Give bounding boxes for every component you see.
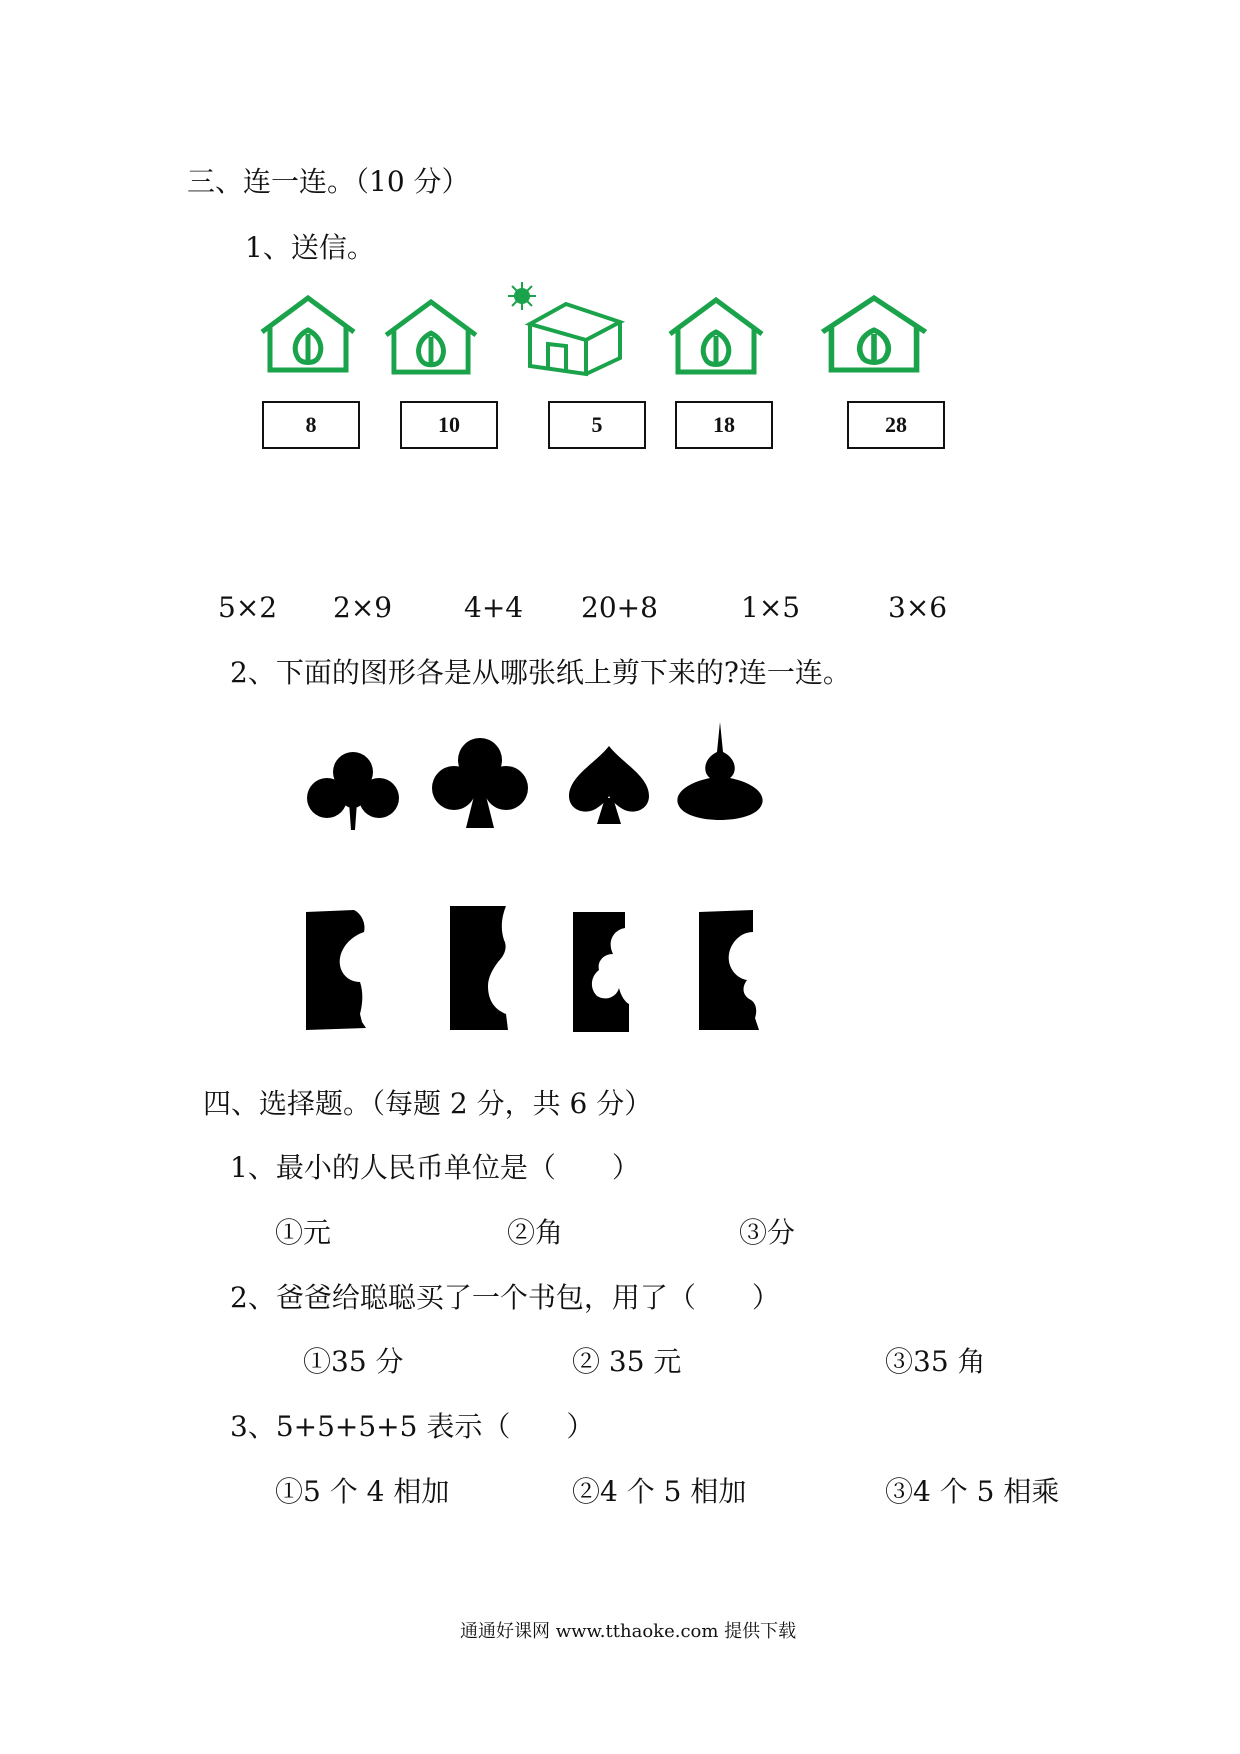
answer-option: ②角 — [507, 1216, 564, 1249]
spade-cutout-paper-icon — [699, 908, 761, 1032]
club-shape-icon — [432, 736, 528, 830]
spade-shape-icon — [567, 744, 651, 824]
house-icon — [258, 292, 358, 374]
section3-title: 三、连一连。（10 分） — [187, 165, 470, 198]
q2-title: 2、下面的图形各是从哪张纸上剪下来的?连一连。 — [230, 656, 851, 689]
answer-option: ②4 个 5 相加 — [572, 1475, 747, 1508]
house-number-box: 5 — [548, 401, 646, 449]
house-number-box: 18 — [675, 401, 773, 449]
answer-option: ③4 个 5 相乘 — [885, 1475, 1060, 1508]
question-text: 3、5+5+5+5 表示（ ） — [230, 1410, 595, 1443]
house-icon — [382, 296, 480, 376]
letter-expression: 4+4 — [464, 591, 524, 624]
house-number-box: 28 — [847, 401, 945, 449]
question-text: 2、爸爸给聪聪买了一个书包，用了（ ） — [230, 1281, 780, 1314]
trefoil-shape-icon — [305, 748, 401, 832]
gourd-shape-icon — [676, 722, 766, 820]
answer-option: ② 35 元 — [572, 1345, 682, 1378]
q1-title: 1、送信。 — [245, 231, 375, 264]
answer-option: ③35 角 — [885, 1345, 986, 1378]
house-icon — [666, 294, 766, 376]
letter-expression: 2×9 — [333, 591, 393, 624]
answer-option: ③分 — [739, 1216, 796, 1249]
answer-option: ①5 个 4 相加 — [275, 1475, 450, 1508]
house-icon — [818, 292, 930, 374]
question-text: 1、最小的人民币单位是（ ） — [230, 1151, 640, 1184]
letter-expression: 3×6 — [888, 591, 948, 624]
section4-title: 四、选择题。（每题 2 分，共 6 分） — [203, 1087, 653, 1120]
letter-expression: 20+8 — [581, 591, 658, 624]
house-number-box: 10 — [400, 401, 498, 449]
house-number-box: 8 — [262, 401, 360, 449]
page-footer: 通通好课网 www.tthaoke.com 提供下载 — [460, 1621, 797, 1642]
answer-option: ①元 — [275, 1216, 332, 1249]
club-cutout-paper-icon — [573, 910, 633, 1034]
house-with-sun-icon — [500, 282, 630, 378]
answer-option: ①35 分 — [303, 1345, 404, 1378]
letter-expression: 5×2 — [218, 591, 278, 624]
letter-expression: 1×5 — [741, 591, 801, 624]
trefoil-cutout-paper-icon — [306, 910, 372, 1032]
gourd-cutout-paper-icon — [450, 906, 512, 1034]
